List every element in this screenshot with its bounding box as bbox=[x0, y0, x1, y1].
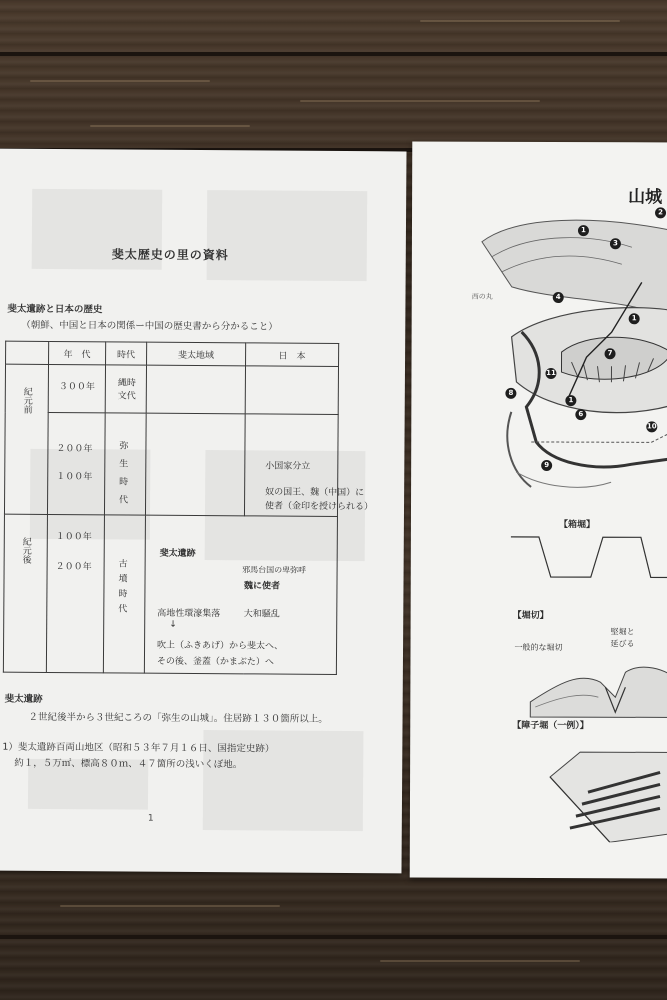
diagram-caption: 堅堀と bbox=[610, 627, 635, 637]
wood-grain bbox=[380, 960, 580, 962]
table-cell-hida bbox=[145, 413, 245, 516]
diagram-heading: 【箱堀】 bbox=[558, 520, 595, 531]
map-marker: 2 bbox=[655, 207, 666, 218]
table-header-row bbox=[6, 341, 339, 366]
table-cell-japan: 邪馬台国の卑弥呼 魏に使者 大和騒乱 bbox=[243, 516, 337, 675]
map-marker: 8 bbox=[505, 388, 516, 399]
section-heading: 斐太遺跡 bbox=[4, 693, 43, 705]
era-label-after: 紀元後 bbox=[3, 514, 47, 672]
body-text: ２世紀後半から３世紀ころの「弥生の山城」。住居跡１３０箇所以上。 bbox=[28, 711, 328, 725]
table-cell-hida bbox=[146, 365, 245, 414]
era-label-before: 紀元前 bbox=[4, 364, 48, 514]
body-text: 約１，５万㎡、標高８０ｍ、４７箇所の浅いくぼ地。 bbox=[14, 757, 243, 771]
table-cell-hida: 斐太遺跡 高地性環濠集落 ↓ 吹上（ふきあげ）から斐太へ、 その後、釜蓋（かまぶた）へ bbox=[144, 515, 244, 674]
table-cell-japan bbox=[245, 366, 338, 415]
diagram-heading: 【堀切】 bbox=[512, 610, 549, 622]
wood-grain bbox=[30, 80, 210, 82]
wood-grain bbox=[60, 905, 280, 907]
wood-grain bbox=[420, 20, 620, 22]
map-marker: 6 bbox=[575, 409, 586, 420]
bleed-through-block bbox=[207, 190, 368, 281]
table-row bbox=[4, 412, 338, 516]
era-header bbox=[6, 341, 49, 364]
section-heading: 1）斐太遺跡百両山地区（昭和５３年７月１６日、国指定史跡） bbox=[2, 741, 275, 755]
map-marker: 10 bbox=[646, 421, 657, 432]
wood-grain bbox=[90, 125, 250, 127]
wood-plank-gap bbox=[0, 52, 667, 56]
map-marker: 1 bbox=[629, 313, 640, 324]
wood-grain bbox=[300, 100, 540, 102]
map-marker: 11 bbox=[545, 368, 556, 379]
table-cell-year: ３００年 bbox=[48, 364, 105, 412]
table-cell-period: 古墳時代 bbox=[103, 515, 145, 673]
diagram-caption: 延びる bbox=[610, 639, 635, 649]
document-page-left bbox=[0, 149, 407, 874]
col-header-year: 年 代 bbox=[49, 341, 106, 364]
diagram-heading: 【障子堀（一例）】 bbox=[512, 720, 589, 732]
table-cell-period: 縄時文代 bbox=[105, 365, 146, 413]
table-row bbox=[3, 514, 337, 674]
map-marker: 4 bbox=[553, 292, 564, 303]
map-marker: 1 bbox=[578, 225, 589, 236]
col-header-hida: 斐太地域 bbox=[147, 342, 246, 366]
map-marker: 7 bbox=[605, 348, 616, 359]
page-title: 斐太歴史の里の資料 bbox=[111, 247, 229, 263]
table-row bbox=[5, 364, 338, 414]
history-table bbox=[3, 341, 374, 675]
page-number: 1 bbox=[147, 813, 154, 824]
wood-plank-gap bbox=[0, 935, 667, 939]
horikiri-diagram bbox=[410, 642, 667, 723]
section-subheading: （朝鮮、中国と日本の関係ー中国の歴史書から分かること） bbox=[21, 319, 278, 333]
diagram-caption: 一般的な堀切 bbox=[514, 642, 563, 653]
table-cell-year: １００年 ２００年 bbox=[46, 514, 104, 672]
map-marker: 3 bbox=[610, 238, 621, 249]
map-label: 西の丸 bbox=[471, 292, 493, 301]
col-header-period: 時代 bbox=[106, 342, 147, 365]
document-page-right bbox=[410, 142, 667, 879]
map-marker: 9 bbox=[541, 460, 552, 471]
table-cell-year: ２００年 １００年 bbox=[47, 412, 105, 514]
page-title: 山城 bbox=[628, 187, 663, 208]
section-heading: 斐太遺跡と日本の歴史 bbox=[7, 303, 103, 316]
castle-map-illustration bbox=[411, 202, 667, 563]
map-marker: 1 bbox=[565, 395, 576, 406]
table-cell-japan: 小国家分立 奴の国王、魏（中国）に 使者（金印を授けられる） bbox=[244, 414, 338, 517]
shoji-bori-diagram bbox=[410, 732, 667, 843]
hakobori-profile-diagram bbox=[411, 532, 667, 593]
col-header-japan: 日 本 bbox=[246, 343, 339, 367]
table-cell-period: 弥生時代 bbox=[104, 413, 146, 515]
